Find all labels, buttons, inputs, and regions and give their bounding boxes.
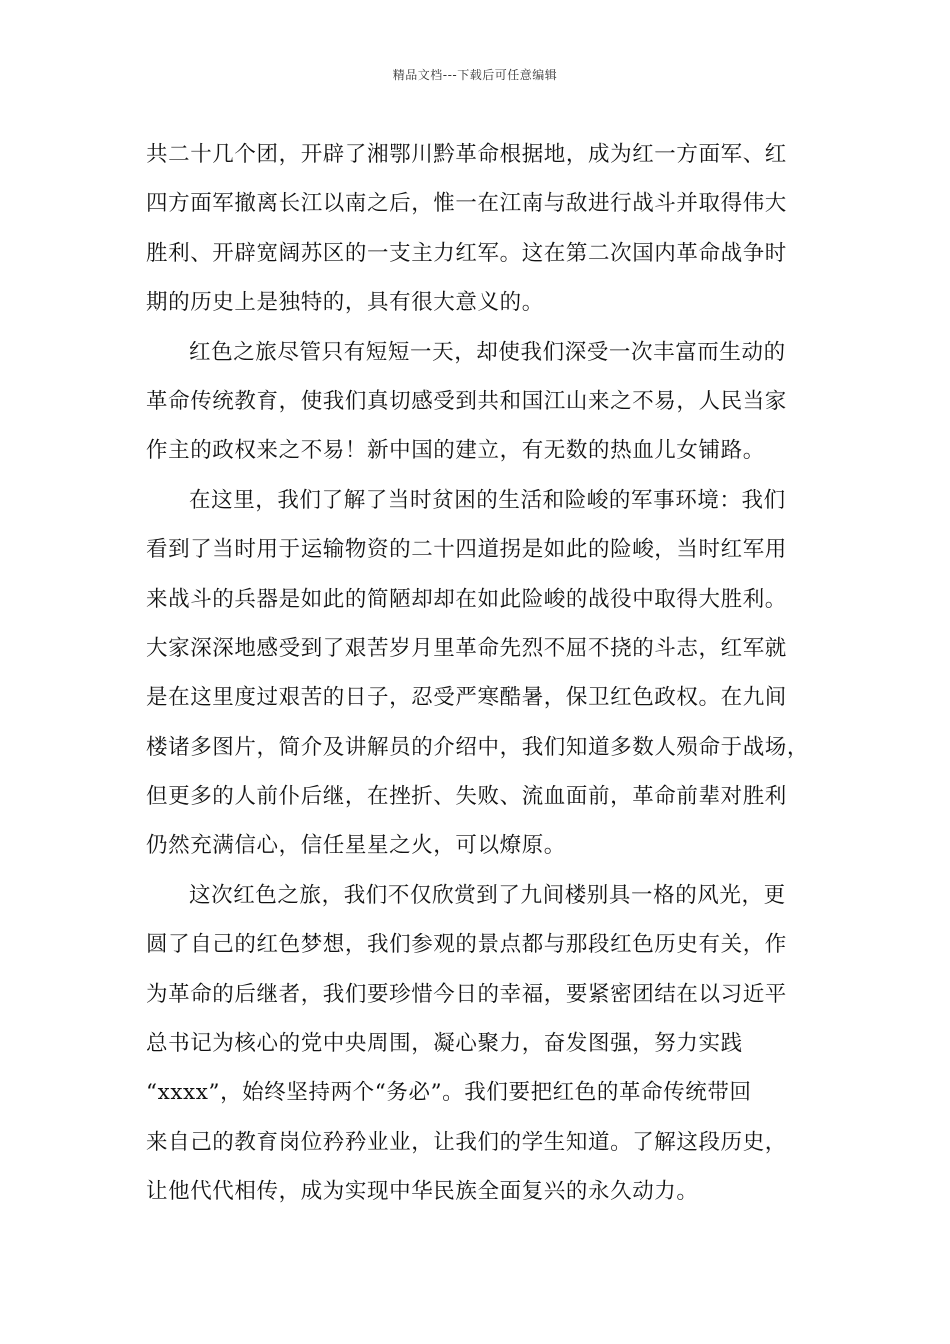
- text-line: 楼诸多图片，简介及讲解员的介绍中，我们知道多数人殒命于战场，: [146, 734, 810, 760]
- text-line: 让他代代相传，成为实现中华民族全面复兴的永久动力。: [146, 1179, 699, 1205]
- text-line: 仍然充满信心，信任星星之火，可以燎原。: [146, 833, 566, 859]
- text-line: 来自己的教育岗位矜矜业业，让我们的学生知道。了解这段历史，: [146, 1129, 787, 1155]
- text-line: 期的历史上是独特的，具有很大意义的。: [146, 290, 544, 316]
- text-line: 红色之旅尽管只有短短一天，却使我们深受一次丰富而生动的: [189, 339, 786, 365]
- text-line: 大家深深地感受到了艰苦岁月里革命先烈不屈不挠的斗志，红军就: [146, 635, 787, 661]
- paragraph: [146, 328, 826, 476]
- text-line: 来战斗的兵器是如此的简陋却却在如此险峻的战役中取得大胜利。: [146, 586, 787, 612]
- page-header: 精品文档---下载后可任意编辑: [392, 68, 558, 82]
- text-line: 作主的政权来之不易！新中国的建立，有无数的热血儿女铺路。: [146, 438, 765, 464]
- text-line: 共二十几个团，开辟了湘鄂川黔革命根据地，成为红一方面军、红: [146, 142, 787, 167]
- text-line: 为革命的后继者，我们要珍惜今日的幸福，要紧密团结在以习近平: [146, 981, 787, 1007]
- text-line: 圆了自己的红色梦想，我们参观的景点都与那段红色历史有关，作: [146, 932, 787, 958]
- text-line: “xxxx”，始终坚持两个“务必”。我们要把红色的革命传统带回: [146, 1080, 752, 1106]
- text-line: 但更多的人前仆后继，在挫折、失败、流血面前，革命前辈对胜利: [146, 784, 787, 810]
- text-line: 看到了当时用于运输物资的二十四道拐是如此的险峻，当时红军用: [146, 537, 787, 563]
- text-line: 胜利、开辟宽阔苏区的一支主力红军。这在第二次国内革命战争时: [146, 240, 787, 266]
- paragraph: [146, 476, 826, 871]
- text-line: 这次红色之旅，我们不仅欣赏到了九间楼别具一格的风光，更: [189, 882, 786, 908]
- paragraph: [146, 130, 826, 328]
- document-body: [146, 130, 826, 1217]
- text-line: 是在这里度过艰苦的日子，忍受严寒酷暑，保卫红色政权。在九间: [146, 685, 787, 711]
- paragraph: [146, 871, 826, 1217]
- text-line: 在这里，我们了解了当时贫困的生活和险峻的军事环境：我们: [189, 487, 786, 513]
- text-line: 四方面军撤离长江以南之后，惟一在江南与敌进行战斗并取得伟大: [146, 191, 787, 217]
- text-line: 革命传统教育，使我们真切感受到共和国江山来之不易，人民当家: [146, 388, 787, 414]
- text-line: 总书记为核心的党中央周围，凝心聚力，奋发图强，努力实践: [146, 1031, 743, 1057]
